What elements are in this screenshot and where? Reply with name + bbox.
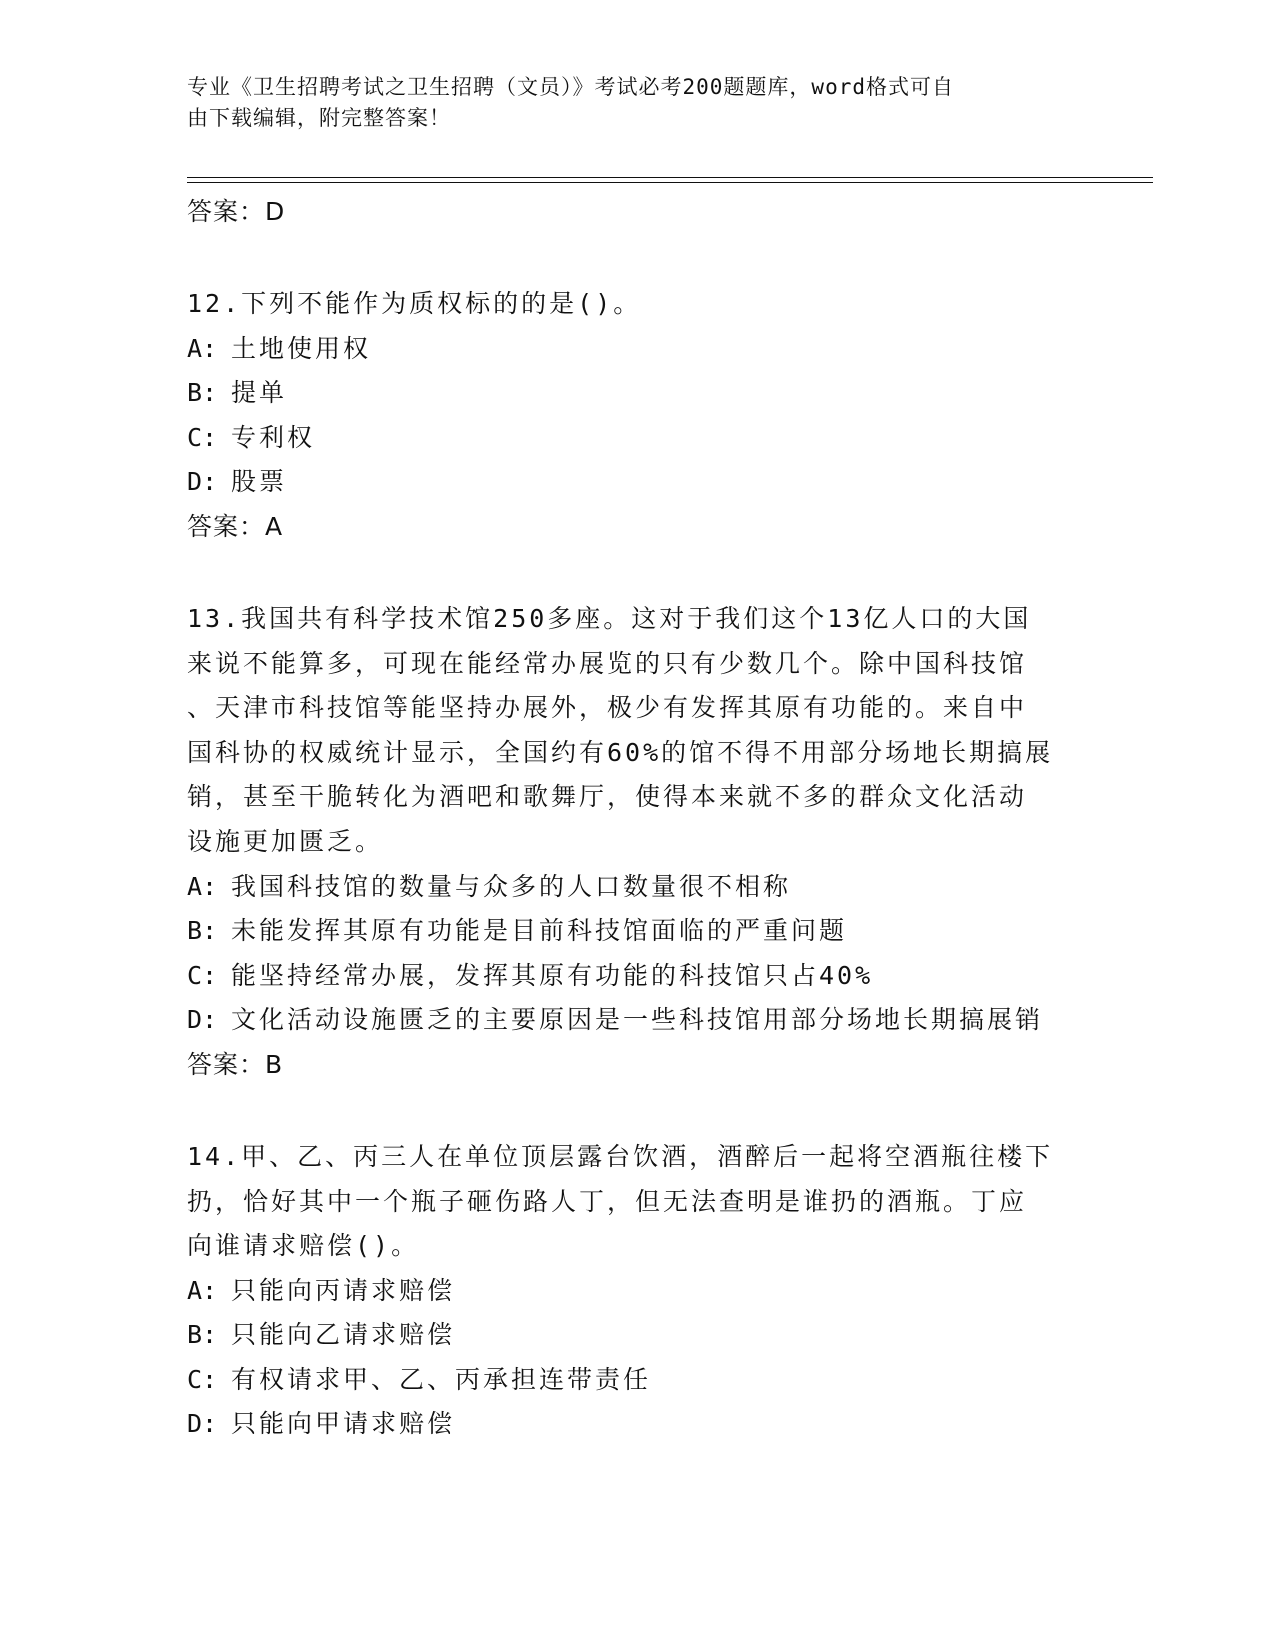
option-text: 我国科技馆的数量与众多的人口数量很不相称 [231, 871, 792, 901]
option-text: 只能向乙请求赔偿 [231, 1320, 456, 1350]
header-divider-top [187, 177, 1153, 178]
question-line: 12.下列不能作为质权标的的是()。 [187, 289, 642, 318]
option-text: 未能发挥其原有功能是目前科技馆面临的严重问题 [231, 916, 848, 946]
option-c [187, 954, 1087, 999]
header-line-1: 专业《卫生招聘考试之卫生招聘（文员）》考试必考200题题库，word格式可自 [187, 75, 954, 99]
answer-line: 答案：D [187, 197, 286, 226]
question-text [187, 1135, 1087, 1269]
question-13 [187, 597, 1087, 1087]
option-text: 有权请求甲、乙、丙承担连带责任 [231, 1364, 652, 1394]
option-d [187, 460, 1087, 505]
option-a [187, 327, 1087, 372]
header-divider-bottom [187, 182, 1153, 183]
header-line-2: 由下载编辑，附完整答案！ [187, 106, 451, 130]
option-letter: C: [187, 422, 218, 452]
question-line: 扔，恰好其中一个瓶子砸伤路人丁，但无法查明是谁扔的酒瓶。丁应 [187, 1186, 1028, 1216]
option-c [187, 416, 1087, 461]
question-12 [187, 282, 1087, 549]
question-line: 销，甚至干脆转化为酒吧和歌舞厅，使得本来就不多的群众文化活动 [187, 782, 1028, 812]
option-b [187, 909, 1087, 954]
question-line: 13.我国共有科学技术馆250多座。这对于我们这个13亿人口的大国 [187, 603, 1032, 633]
option-text: 只能向甲请求赔偿 [231, 1409, 456, 1439]
option-b [187, 371, 1087, 416]
option-text: 能坚持经常办展，发挥其原有功能的科技馆只占40% [231, 960, 874, 990]
content [187, 190, 1087, 1447]
option-letter: A: [187, 333, 218, 363]
answer-line: 答案：B [187, 1049, 284, 1079]
option-a [187, 1269, 1087, 1314]
option-text: 提单 [231, 378, 288, 408]
option-text: 专利权 [231, 422, 316, 452]
option-letter: C: [187, 1364, 218, 1394]
option-letter: D: [187, 1005, 218, 1035]
option-d [187, 1402, 1087, 1447]
question-text [187, 597, 1087, 865]
option-d [187, 998, 1087, 1043]
question-line: 向谁请求赔偿()。 [187, 1231, 420, 1261]
option-b [187, 1313, 1087, 1358]
question-line: 、天津市科技馆等能坚持办展外，极少有发挥其原有功能的。来自中 [187, 693, 1028, 723]
option-letter: D: [187, 1409, 218, 1439]
question-line: 国科协的权威统计显示，全国约有60%的馆不得不用部分场地长期搞展 [187, 737, 1054, 767]
option-text: 股票 [231, 467, 288, 497]
option-letter: A: [187, 1275, 218, 1305]
option-letter: B: [187, 916, 218, 946]
option-text: 只能向丙请求赔偿 [231, 1275, 456, 1305]
option-a [187, 865, 1087, 910]
option-letter: D: [187, 467, 218, 497]
question-line: 来说不能算多，可现在能经常办展览的只有少数几个。除中国科技馆 [187, 648, 1028, 678]
question-line: 14.甲、乙、丙三人在单位顶层露台饮酒，酒醉后一起将空酒瓶往楼下 [187, 1141, 1054, 1171]
option-c [187, 1358, 1087, 1403]
option-letter: C: [187, 960, 218, 990]
option-letter: B: [187, 1320, 218, 1350]
option-text: 土地使用权 [231, 333, 372, 363]
option-letter: B: [187, 378, 218, 408]
page-header [187, 72, 1067, 134]
option-letter: A: [187, 871, 218, 901]
question-text [187, 282, 1087, 327]
question-14 [187, 1135, 1087, 1447]
question-line: 设施更加匮乏。 [187, 826, 384, 856]
answer-line: 答案：A [187, 511, 284, 541]
option-text: 文化活动设施匮乏的主要原因是一些科技馆用部分场地长期搞展销 [231, 1005, 1044, 1035]
